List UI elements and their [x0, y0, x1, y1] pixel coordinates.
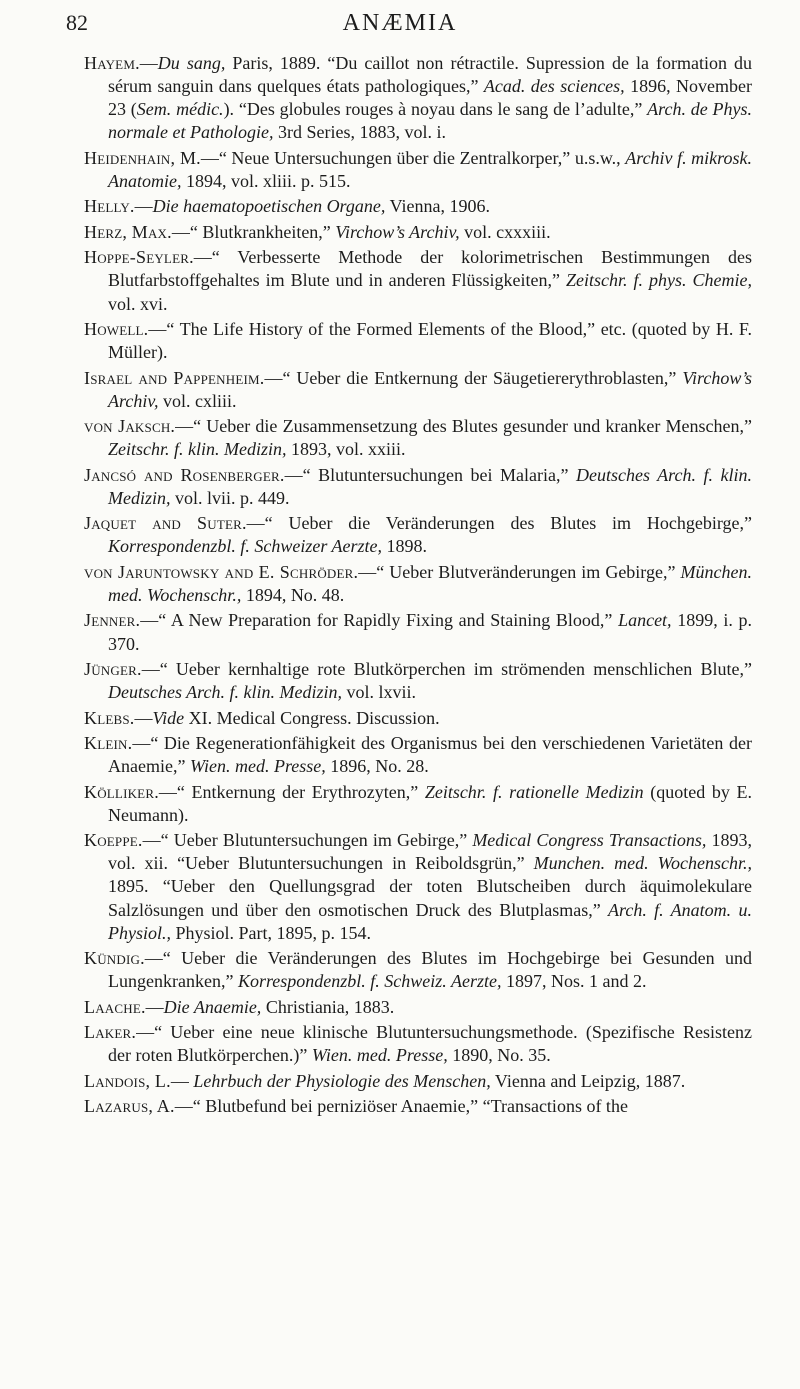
entry-italic-text: Korrespondenzbl. f. Schweiz. Aerzte,: [237, 971, 502, 992]
entry-italic-text: Virchow’s Archiv,: [108, 367, 753, 411]
entry-text: 1898.: [381, 536, 427, 557]
entry-text: (quoted by E. Neumann).: [108, 781, 753, 825]
entry-text: —“ Neue Untersuchungen über die Zentralkorper,” u.s.w.,: [200, 147, 626, 168]
bibliography-entry: [84, 221, 752, 244]
bibliography-entry: [84, 609, 752, 655]
entry-italic-text: Wien. med. Presse,: [189, 756, 326, 777]
entry-text: 1890, No. 35.: [447, 1045, 551, 1066]
entry-italic-text: Sem. médic.: [136, 99, 224, 120]
page-number: 82: [66, 10, 88, 35]
bibliography-list: [84, 52, 752, 1121]
entry-author: Klebs.: [84, 707, 135, 728]
entry-italic-text: Lehrbuch der Physiologie des Menschen,: [193, 1070, 491, 1091]
entry-text: XI. Medical Congress. Discussion.: [184, 707, 440, 728]
entry-author: Hoppe-Seyler.: [84, 247, 194, 268]
entry-text: Paris, 1889. “Du caillot non rétractile. Supression de la formation du sérum sanguin dans quelques états pathologiques,”: [108, 53, 752, 97]
bibliography-entry: [84, 52, 752, 144]
entry-text: —“ Ueber die Entkernung der Säugetiererythroblasten,”: [264, 367, 683, 388]
entry-author: Helly.: [84, 196, 135, 217]
bibliography-entry: [84, 246, 752, 315]
bibliography-entry: [84, 561, 752, 607]
bibliography-entry: [84, 781, 752, 827]
entry-author: von Jaruntowsky and E. Schröder.: [84, 561, 359, 582]
entry-text: 1893, vol. xxiii.: [286, 439, 406, 460]
bibliography-entry: [84, 658, 752, 704]
entry-author: Jaquet and Suter.: [84, 513, 247, 534]
entry-italic-text: Deutsches Arch. f. klin. Medizin,: [108, 682, 342, 703]
entry-text: —“ Blutkrankheiten,”: [171, 221, 336, 242]
entry-text: —“ The Life History of the Formed Elements of the Blood,” etc. (quoted by H. F. Müller).: [108, 318, 752, 363]
entry-text: vol. cxxxiii.: [459, 221, 551, 242]
entry-italic-text: Vide: [152, 707, 185, 728]
entry-text: —: [134, 196, 153, 217]
entry-text: —: [134, 707, 153, 728]
entry-text: Vienna and Leipzig, 1887.: [490, 1070, 686, 1091]
entry-author: Jancsó and Rosenberger.: [84, 464, 285, 485]
entry-italic-text: Wien. med. Presse,: [311, 1045, 448, 1066]
bibliography-entry: [84, 367, 752, 413]
entry-author: von Jaksch.: [84, 416, 176, 437]
entry-text: Vienna, 1906.: [385, 196, 490, 217]
bibliography-entry: [84, 1021, 752, 1067]
entry-text: —“ Die Regenerationfähigkeit des Organismus bei den verschiedenen Varietäten der Anaemie,”: [108, 733, 752, 777]
entry-italic-text: Arch. de Phys. normale et Pathologie,: [108, 99, 753, 143]
entry-italic-text: Arch. f. Anatom. u. Physiol.,: [108, 899, 752, 943]
entry-text: —“ Ueber die Zusammensetzung des Blutes gesunder und kranker Menschen,”: [175, 416, 752, 437]
bibliography-entry: [84, 318, 752, 364]
entry-text: 1895. “Ueber den Quellungsgrad der toten Blutscheiben durch äquimolekulare Salzlösungen und über den osmotischen Druck des Blutplasmas,”: [108, 876, 752, 920]
entry-author: Laache.: [84, 996, 146, 1017]
bibliography-entry: [84, 415, 752, 461]
entry-text: —“ Ueber Blutveränderungen im Gebirge,”: [358, 561, 681, 582]
entry-author: Laker.: [84, 1022, 137, 1043]
entry-italic-text: Munchen. med. Wochenschr.,: [533, 853, 752, 874]
entry-italic-text: Korrespondenzbl. f. Schweizer Aerzte,: [108, 536, 382, 557]
entry-italic-text: Virchow’s Archiv,: [335, 221, 460, 242]
entry-author: Lazarus, A.: [84, 1096, 175, 1117]
entry-text: 1896, No. 28.: [325, 756, 429, 777]
page-header: [0, 10, 800, 50]
entry-text: —“ Ueber die Veränderungen des Blutes im Hochgebirge,”: [246, 513, 752, 534]
entry-author: Jenner.: [84, 610, 141, 631]
entry-text: —“ Ueber die Veränderungen des Blutes im Hochgebirge bei Gesunden und Lungenkranken,”: [108, 948, 752, 992]
entry-author: Israel and Pappenheim.: [84, 367, 265, 388]
entry-text: Physiol. Part, 1895, p. 154.: [171, 922, 372, 943]
entry-text: vol. xvi.: [108, 293, 168, 314]
entry-text: 1897, Nos. 1 and 2.: [501, 971, 647, 992]
entry-italic-text: Die Anaemie,: [163, 996, 262, 1017]
entry-author: Kündig.: [84, 948, 145, 969]
bibliography-entry: [84, 1095, 752, 1118]
entry-text: vol. cxliii.: [158, 390, 237, 411]
entry-italic-text: Medical Congress Transactions,: [472, 830, 707, 851]
entry-italic-text: Zeitschr. f. rationelle Medizin: [424, 781, 644, 802]
entry-text: —“ A New Preparation for Rapidly Fixing and Staining Blood,”: [140, 610, 619, 631]
entry-author: Heidenhain, M.: [84, 147, 201, 168]
bibliography-entry: [84, 829, 752, 944]
entry-author: Koeppe.: [84, 830, 143, 851]
entry-text: 1896, November 23 (: [108, 76, 752, 120]
entry-text: —: [170, 1070, 194, 1091]
entry-text: 1894, vol. xliii. p. 515.: [181, 170, 351, 191]
entry-text: 1893, vol. xii. “Ueber Blutuntersuchungen in Reiboldsgrün,”: [108, 830, 753, 874]
entry-text: —“ Ueber kernhaltige rote Blutkörperchen im strömenden menschlichen Blute,”: [141, 659, 752, 680]
entry-italic-text: Du sang,: [157, 53, 226, 73]
bibliography-entry: [84, 512, 752, 558]
bibliography-entry: [84, 147, 752, 193]
entry-italic-text: Deutsches Arch. f. klin. Medizin,: [108, 464, 752, 508]
bibliography-entry: [84, 1070, 752, 1093]
entry-text: —: [139, 53, 158, 73]
entry-italic-text: Die haematopoetischen Organe,: [152, 196, 386, 217]
entry-italic-text: Lancet,: [618, 610, 672, 631]
entry-text: 1894, No. 48.: [241, 584, 345, 605]
entry-italic-text: Zeitschr. f. phys. Chemie,: [566, 270, 752, 291]
entry-text: 3rd Series, 1883, vol. i.: [273, 122, 446, 143]
entry-italic-text: Archiv f. mikrosk. Anatomie,: [108, 147, 752, 191]
entry-author: Kölliker.: [84, 781, 159, 802]
entry-text: —: [145, 996, 164, 1017]
entry-author: Jünger.: [84, 659, 142, 680]
entry-text: Christiania, 1883.: [261, 996, 395, 1017]
running-title: ANÆMIA: [342, 10, 458, 36]
bibliography-entry: [84, 707, 752, 730]
entry-italic-text: München. med. Wochenschr.,: [108, 561, 752, 605]
entry-author: Howell.: [84, 318, 149, 339]
entry-text: —“ Entkernung der Erythrozyten,”: [158, 781, 425, 802]
bibliography-entry: [84, 947, 752, 993]
bibliography-entry: [84, 464, 752, 510]
entry-text: —“ Ueber eine neue klinische Blutuntersuchungsmethode. (Spezifische Resistenz der roten Blutkörperchen.)”: [108, 1022, 752, 1066]
entry-text: —“ Blutuntersuchungen bei Malaria,”: [284, 464, 577, 485]
entry-italic-text: Zeitschr. f. klin. Medizin,: [108, 439, 287, 460]
entry-author: Hayem.: [84, 53, 140, 73]
entry-author: Herz, Max.: [84, 221, 172, 242]
bibliography-entry: [84, 732, 752, 778]
bibliography-entry: [84, 996, 752, 1019]
entry-author: Landois, L.: [84, 1070, 171, 1091]
entry-author: Klein.: [84, 733, 133, 754]
entry-text: —“ Ueber Blutuntersuchungen im Gebirge,”: [142, 830, 473, 851]
entry-text: vol. lvii. p. 449.: [170, 487, 290, 508]
entry-text: ). “Des globules rouges à noyau dans le sang de l’adulte,”: [223, 99, 648, 120]
bibliography-entry: [84, 195, 752, 218]
entry-italic-text: Acad. des sciences,: [483, 76, 625, 97]
entry-text: —“ Verbesserte Methode der kolorimetrischen Bestimmungen des Blutfarbstoffgehaltes im Blute und in anderen Flüssigkeiten,”: [108, 247, 752, 291]
entry-text: —“ Blutbefund bei perniziöser Anaemie,” “Transactions of the: [174, 1096, 628, 1117]
entry-text: 1899, i. p. 370.: [108, 610, 752, 654]
entry-text: vol. lxvii.: [341, 682, 416, 703]
